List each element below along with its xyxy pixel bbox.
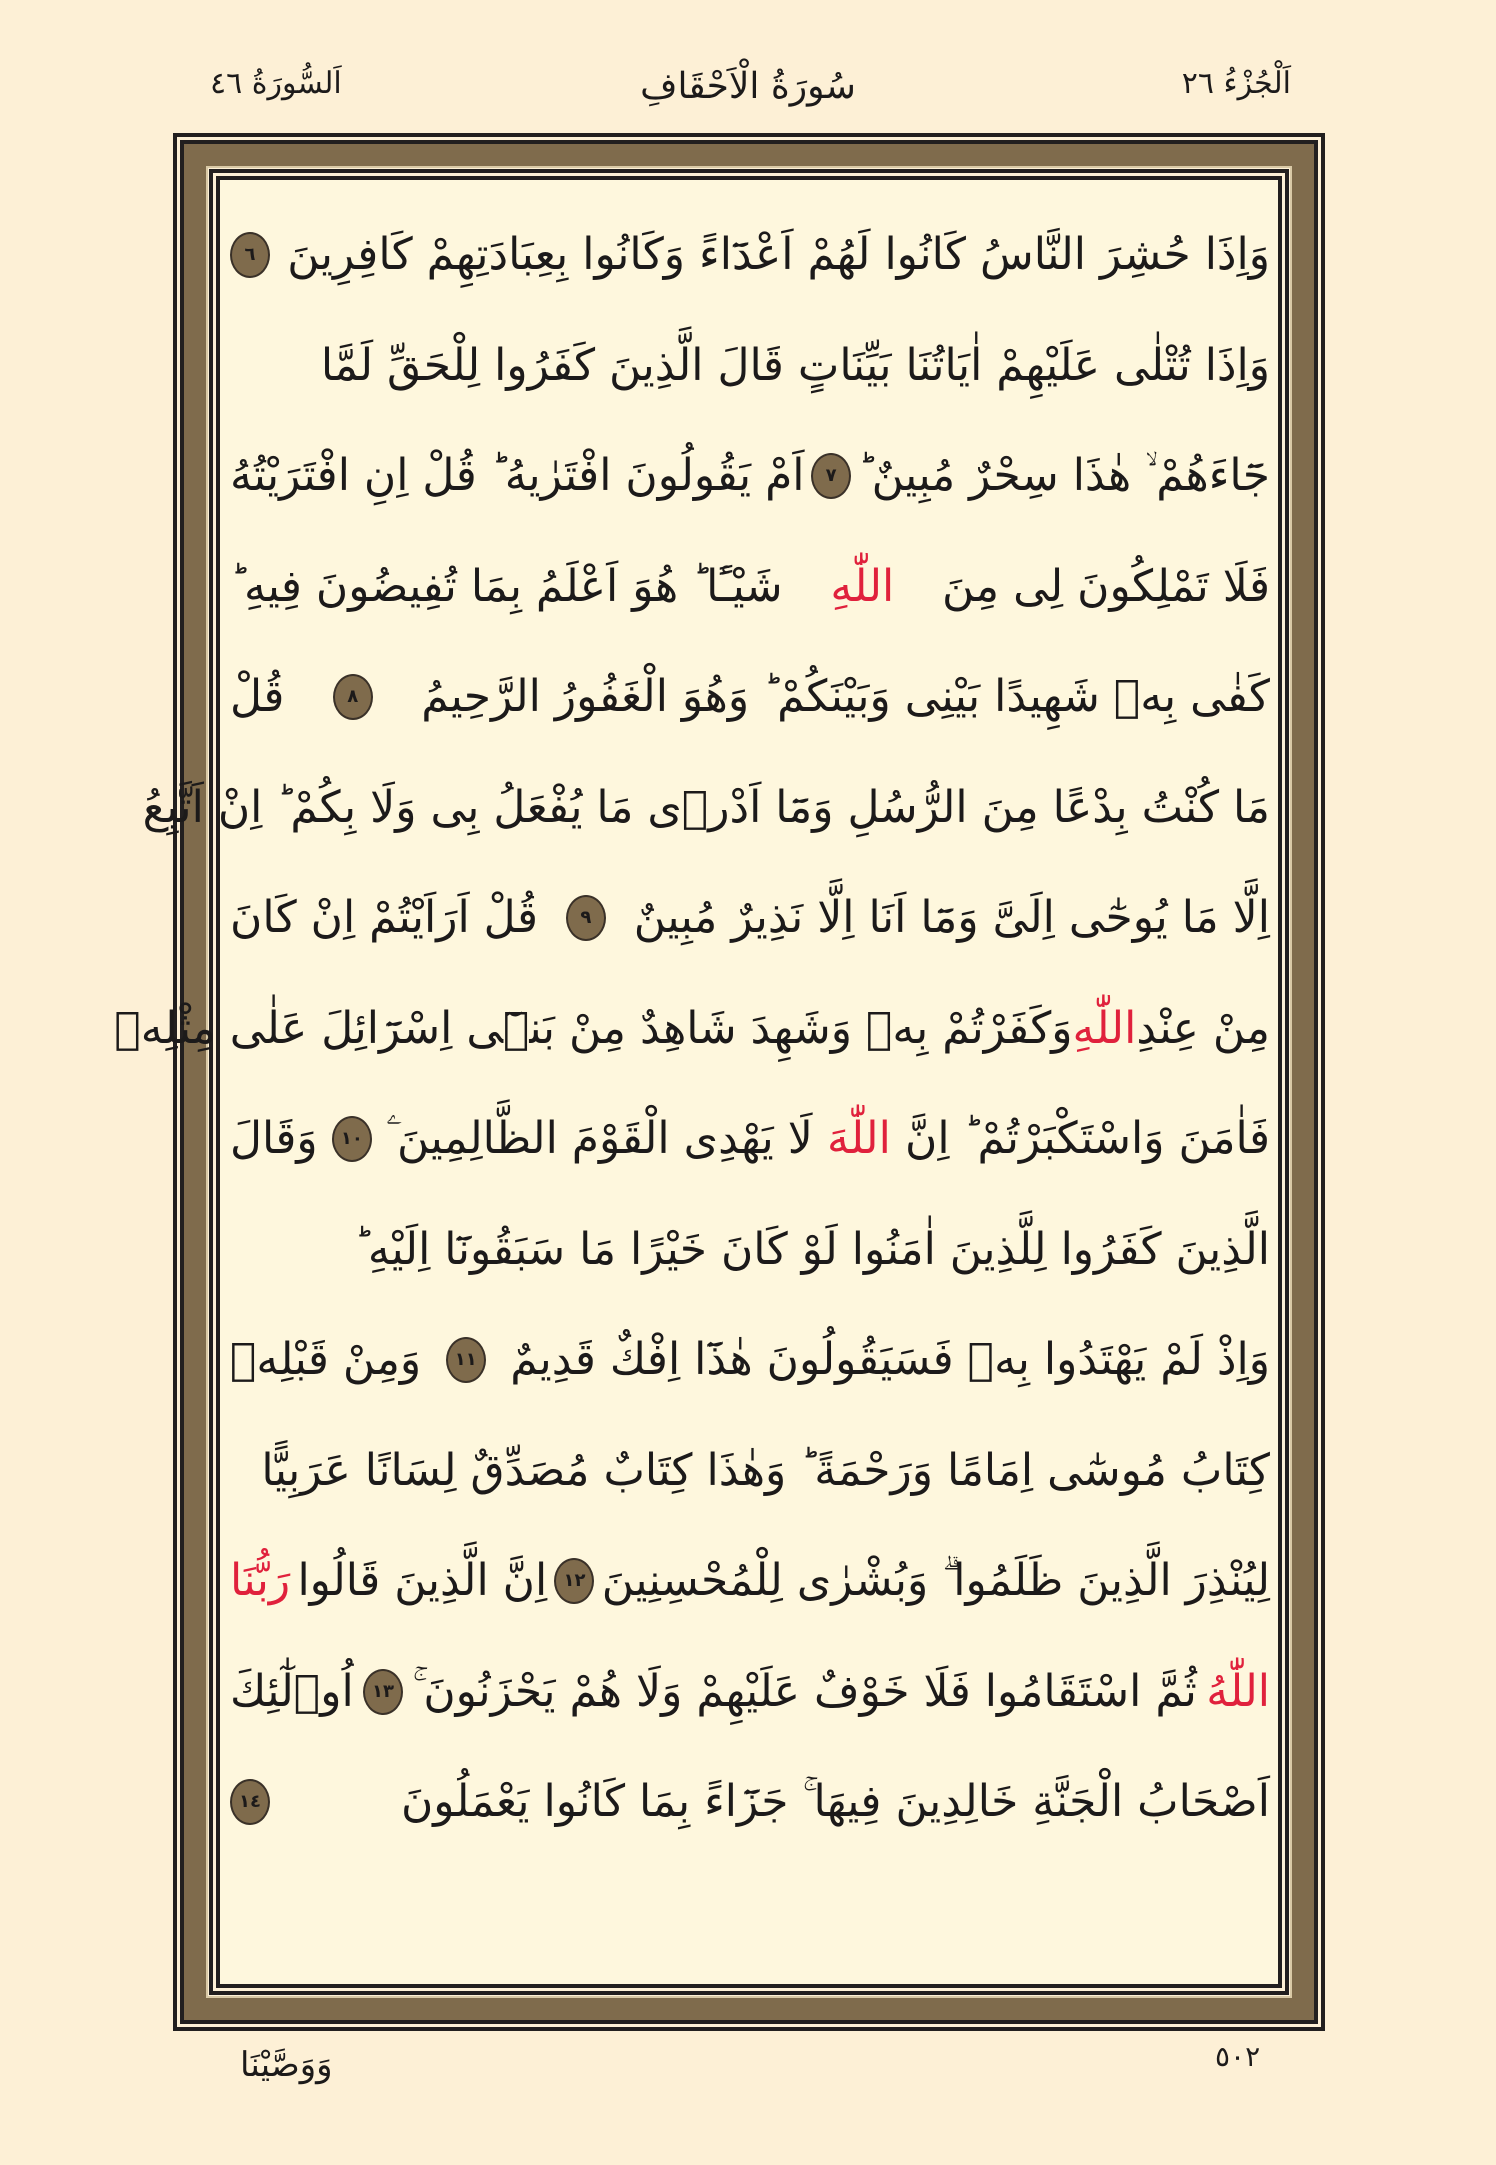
- ayah-number-marker: ١٢: [554, 1558, 594, 1604]
- verse-line: [230, 205, 1270, 305]
- juz-label: اَلْجُزْءُ ٢٦: [1181, 66, 1291, 101]
- ayah-number-marker: ٦: [230, 232, 270, 278]
- verse-line: [142, 758, 1270, 858]
- ayah-number-marker: ١١: [446, 1337, 486, 1383]
- verse-text: فَلَا تَمْلِكُونَ لِى مِنَ: [942, 560, 1270, 612]
- ayah-number-marker: ١٣: [363, 1669, 403, 1715]
- verse-line: [230, 537, 1270, 637]
- verse-line: [230, 1089, 1270, 1189]
- page-number: ٥٠٢: [1215, 2040, 1261, 2073]
- surah-number-label: اَلسُّورَةُ ٤٦: [210, 66, 342, 101]
- verse-line: [230, 1642, 1270, 1742]
- verse-text: وَقَالَ: [230, 1113, 318, 1164]
- verse-text: اِنَّ الَّذِينَ قَالُوا: [297, 1555, 548, 1606]
- ayah-number-marker: ٩: [566, 895, 606, 941]
- verse-text: وَاِذَا تُتْلٰى عَلَيْهِمْ اٰيَاتُنَا بَيِّنَاتٍ قَالَ الَّذِينَ كَفَرُوا لِلْحَقِّ لَمَّا: [320, 339, 1270, 391]
- verse-text: قُلْ: [230, 671, 285, 722]
- verse-text: اَمْ يَقُولُونَ افْتَرٰيهُ ؕ قُلْ اِنِ افْتَرَيْتُهُ: [230, 450, 805, 501]
- verse-text: قُلْ اَرَاَيْتُمْ اِنْ كَانَ: [230, 892, 539, 943]
- verse-text: اِلَّا مَا يُوحٰٓى اِلَىَّ وَمَٓا اَنَا اِلَّا نَذِيرٌ مُبِينٌ: [633, 892, 1270, 943]
- verse-line: [230, 1421, 1270, 1521]
- verse-text: كَفٰى بِهٖ شَهِيدًا بَيْنِى وَبَيْنَكُمْ ؕ وَهُوَ الْغَفُورُ الرَّحِيمُ: [421, 671, 1270, 722]
- verse-line: [114, 979, 1270, 1079]
- verse-text: شَيْـًٔا ؕ هُوَ اَعْلَمُ بِمَا تُفِيضُونَ فِيهِ ؕ: [230, 560, 783, 612]
- verse-text: اُو۬لٰٓئِكَ: [230, 1665, 354, 1717]
- verse-text: وَمِنْ قَبْلِهٖ: [230, 1334, 422, 1385]
- verse-text: وَاِذَا حُشِرَ النَّاسُ كَانُوا لَهُمْ اَعْدَٓاءً وَكَانُوا بِعِبَادَتِهِمْ كَافِرِينَ: [287, 229, 1270, 280]
- verse-text: ثُمَّ اسْتَقَامُوا فَلَا خَوْفٌ عَلَيْهِمْ وَلَا هُمْ يَحْزَنُونَ ۚ: [412, 1665, 1197, 1717]
- verse-text: وَاِذْ لَمْ يَهْتَدُوا بِهٖ فَسَيَقُولُونَ هٰذَٓا اِفْكٌ قَدِيمٌ: [510, 1334, 1270, 1385]
- highlighted-word: اللّٰهُ: [1206, 1665, 1270, 1717]
- verse-line: [230, 868, 1270, 968]
- verse-text: مَا كُنْتُ بِدْعًا مِنَ الرُّسُلِ وَمَٓا اَدْرٖى مَا يُفْعَلُ بِى وَلَا بِكُمْ ؕ اِنْ اَتَّبِعُ: [142, 781, 1270, 833]
- highlighted-word: رَبُّنَا: [230, 1555, 291, 1606]
- verse-text: جَٓاءَهُمْ ۙ هٰذَا سِحْرٌ مُبِينٌ ؕ: [857, 450, 1270, 501]
- ayah-number-marker: ٨: [333, 674, 373, 720]
- ayah-number-marker: ١٤: [230, 1779, 270, 1825]
- verse-text: مِنْ عِنْدِ: [1136, 1002, 1270, 1054]
- catchword: وَوَصَّيْنَا: [240, 2045, 333, 2085]
- page-header: [0, 66, 1496, 126]
- verse-line: [230, 1752, 1270, 1852]
- verse-text: الَّذِينَ كَفَرُوا لِلَّذِينَ اٰمَنُوا لَوْ كَانَ خَيْرًا مَا سَبَقُونَٓا اِلَيْهِ ؕ: [353, 1223, 1270, 1275]
- surah-title: سُورَةُ الْاَحْقَافِ: [640, 66, 856, 107]
- verse-text: لِيُنْذِرَ الَّذِينَ ظَلَمُوا ۗ وَبُشْرٰى لِلْمُحْسِنِينَ: [601, 1555, 1270, 1606]
- ayah-number-marker: ٧: [811, 453, 851, 499]
- verse-text: فَاٰمَنَ وَاسْتَكْبَرْتُمْ ؕ اِنَّ: [905, 1113, 1270, 1164]
- verse-line: [230, 426, 1270, 526]
- verse-text: وَكَفَرْتُمْ بِهٖ وَشَهِدَ شَاهِدٌ مِنْ بَنٖٓى اِسْرَٓائِلَ عَلٰى مِثْلِهٖ: [114, 1002, 1073, 1054]
- verse-text: لَا يَهْدِى الْقَوْمَ الظَّالِمِينَ ۧ: [386, 1113, 813, 1164]
- verse-line: [230, 647, 1270, 747]
- verse-line: [230, 316, 1270, 416]
- highlighted-word: اللّٰهَ: [827, 1113, 891, 1164]
- highlighted-word: اللّٰهِ: [1072, 1002, 1137, 1054]
- verse-line: [230, 1531, 1270, 1631]
- ayah-number-marker: ١٠: [332, 1116, 372, 1162]
- verse-line: [230, 1200, 1270, 1300]
- highlighted-word: اللّٰهِ: [830, 560, 895, 612]
- verse-text-block: [114, 190, 1270, 1980]
- verse-line: [230, 1310, 1270, 1410]
- verse-text: اَصْحَابُ الْجَنَّةِ خَالِدِينَ فِيهَا ۚ جَزَٓاءً بِمَا كَانُوا يَعْمَلُونَ: [400, 1776, 1270, 1827]
- verse-text: كِتَابُ مُوسٰٓى اِمَامًا وَرَحْمَةً ؕ وَهٰذَا كِتَابٌ مُصَدِّقٌ لِسَانًا عَرَبِيًّا: [261, 1444, 1270, 1496]
